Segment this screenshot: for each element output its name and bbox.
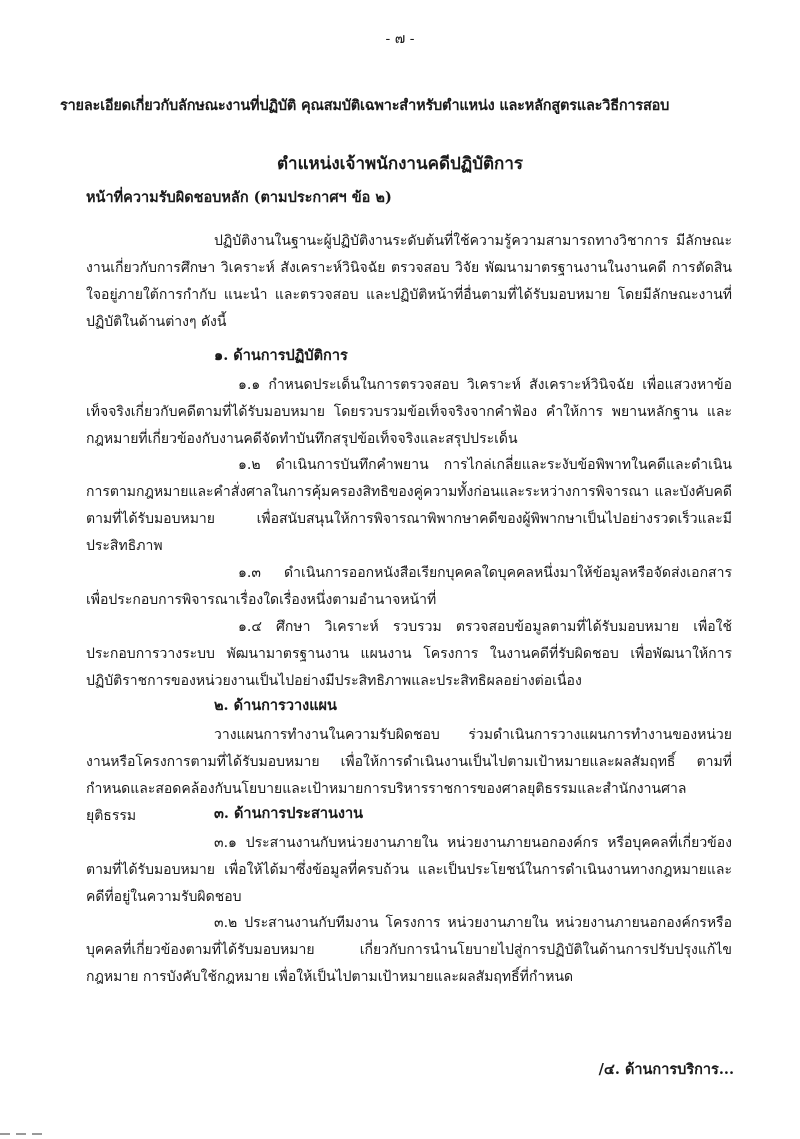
paragraph-1-1: ๑.๑ กำหนดประเด็นในการตรวจสอบ วิเคราะห์ สังเคราะห์วินิจฉัย เพื่อแสวงหาข้อเท็จจริงเกี่ยวกับคดีตามที่ได้รับมอบหมาย โดยรวบรวมข้อเท็จจริงจากคำฟ้อง คำให้การ พยานหลักฐาน และกฎหมายที่เกี่ยวข้องกับงานคดีจัดทำบันทึกสรุปข้อเท็จจริงและสรุปประเด็น	[86, 377, 732, 447]
responsibilities-subtitle: หน้าที่ความรับผิดชอบหลัก (ตามประกาศฯ ข้อ ๒)	[86, 189, 392, 206]
document-header: รายละเอียดเกี่ยวกับลักษณะงานที่ปฏิบัติ คุณสมบัติเฉพาะสำหรับตำแหน่ง และหลักสูตรและวิธีการสอบ	[60, 97, 670, 114]
scan-mark	[0, 1120, 120, 1123]
paragraph-1-4: ๑.๔ ศึกษา วิเคราะห์ รวบรวม ตรวจสอบข้อมูลตามที่ได้รับมอบหมาย เพื่อใช้ประกอบการวางระบบ พัฒนามาตรฐานงาน แผนงาน โครงการ ในงานคดีที่รับผิดชอบ เพื่อพัฒนาให้การปฏิบัติราชการของหน่วยงานเป็นไปอย่างมีประสิทธิภาพและประสิทธิผลอย่างต่อเนื่อง	[86, 619, 732, 689]
paragraph-3-1: ๓.๑ ประสานงานกับหน่วยงานภายใน หน่วยงานภายนอกองค์กร หรือบุคคลที่เกี่ยวข้องตามที่ได้รับมอบหมาย เพื่อให้ได้มาซึ่งข้อมูลที่ครบถ้วน และเป็นประโยชน์ในการดำเนินงานทางกฎหมายและคดีที่อยู่ในความรับผิดชอบ	[86, 835, 732, 905]
paragraph-1-3: ๑.๓ ดำเนินการออกหนังสือเรียกบุคคลใดบุคคลหนึ่งมาให้ข้อมูลหรือจัดส่งเอกสารเพื่อประกอบการพิจารณาเรื่องใดเรื่องหนึ่งตามอำนาจหน้าที่	[86, 565, 732, 608]
paragraph-2: วางแผนการทำงานในความรับผิดชอบ ร่วมดำเนินการวางแผนการทำงานของหน่วยงานหรือโครงการตามที่ได้รับมอบหมาย เพื่อให้การดำเนินงานเป็นไปตามเป้าหมายและผลสัมฤทธิ์ ตามที่กำหนดและสอดคล้องกับนโยบายและเป้าหมายการบริหารราชการของศาลยุติธรรมและสำนักงานศาลยุติธรรม	[86, 727, 732, 824]
section-heading-operations: ๑. ด้านการปฏิบัติการ	[214, 347, 348, 364]
intro-paragraph: ปฏิบัติงานในฐานะผู้ปฏิบัติงานระดับต้นที่ใช้ความรู้ความสามารถทางวิชาการ มีลักษณะงานเกี่ยวกับการศึกษา วิเคราะห์ สังเคราะห์วินิจฉัย ตรวจสอบ วิจัย พัฒนามาตรฐานงานในงานคดี การตัดสินใจอยู่ภายใต้การกำกับ แนะนำ และตรวจสอบ และปฏิบัติหน้าที่อื่นตามที่ได้รับมอบหมาย โดยมีลักษณะงานที่ปฏิบัติในด้านต่างๆ ดังนี้	[86, 233, 732, 330]
page-number: - ๗ -	[385, 31, 415, 47]
position-title: ตำแหน่งเจ้าพนักงานคดีปฏิบัติการ	[277, 154, 523, 174]
section-heading-planning: ๒. ด้านการวางแผน	[214, 697, 337, 714]
paragraph-1-2: ๑.๒ ดำเนินการบันทึกคำพยาน การไกล่เกลี่ยและระงับข้อพิพาทในคดีและดำเนินการตามกฎหมายและคำสั่งศาลในการคุ้มครองสิทธิของคู่ความทั้งก่อนและระหว่างการพิจารณา และบังคับคดีตามที่ได้รับมอบหมาย เพื่อสนับสนุนให้การพิจารณาพิพากษาคดีของผู้พิพากษาเป็นไปอย่างรวดเร็วและมีประสิทธิภาพ	[86, 457, 732, 554]
section-heading-coordination: ๓. ด้านการประสานงาน	[214, 805, 364, 822]
continuation-note: /๔. ด้านการบริการ...	[598, 1061, 734, 1078]
paragraph-3-2: ๓.๒ ประสานงานกับทีมงาน โครงการ หน่วยงานภายใน หน่วยงานภายนอกองค์กรหรือบุคคลที่เกี่ยวข้องตามที่ได้รับมอบหมาย เกี่ยวกับการนำนโยบายไปสู่การปฏิบัติในด้านการปรับปรุงแก้ไขกฎหมาย การบังคับใช้กฎหมาย เพื่อให้เป็นไปตามเป้าหมายและผลสัมฤทธิ์ที่กำหนด	[86, 915, 732, 985]
